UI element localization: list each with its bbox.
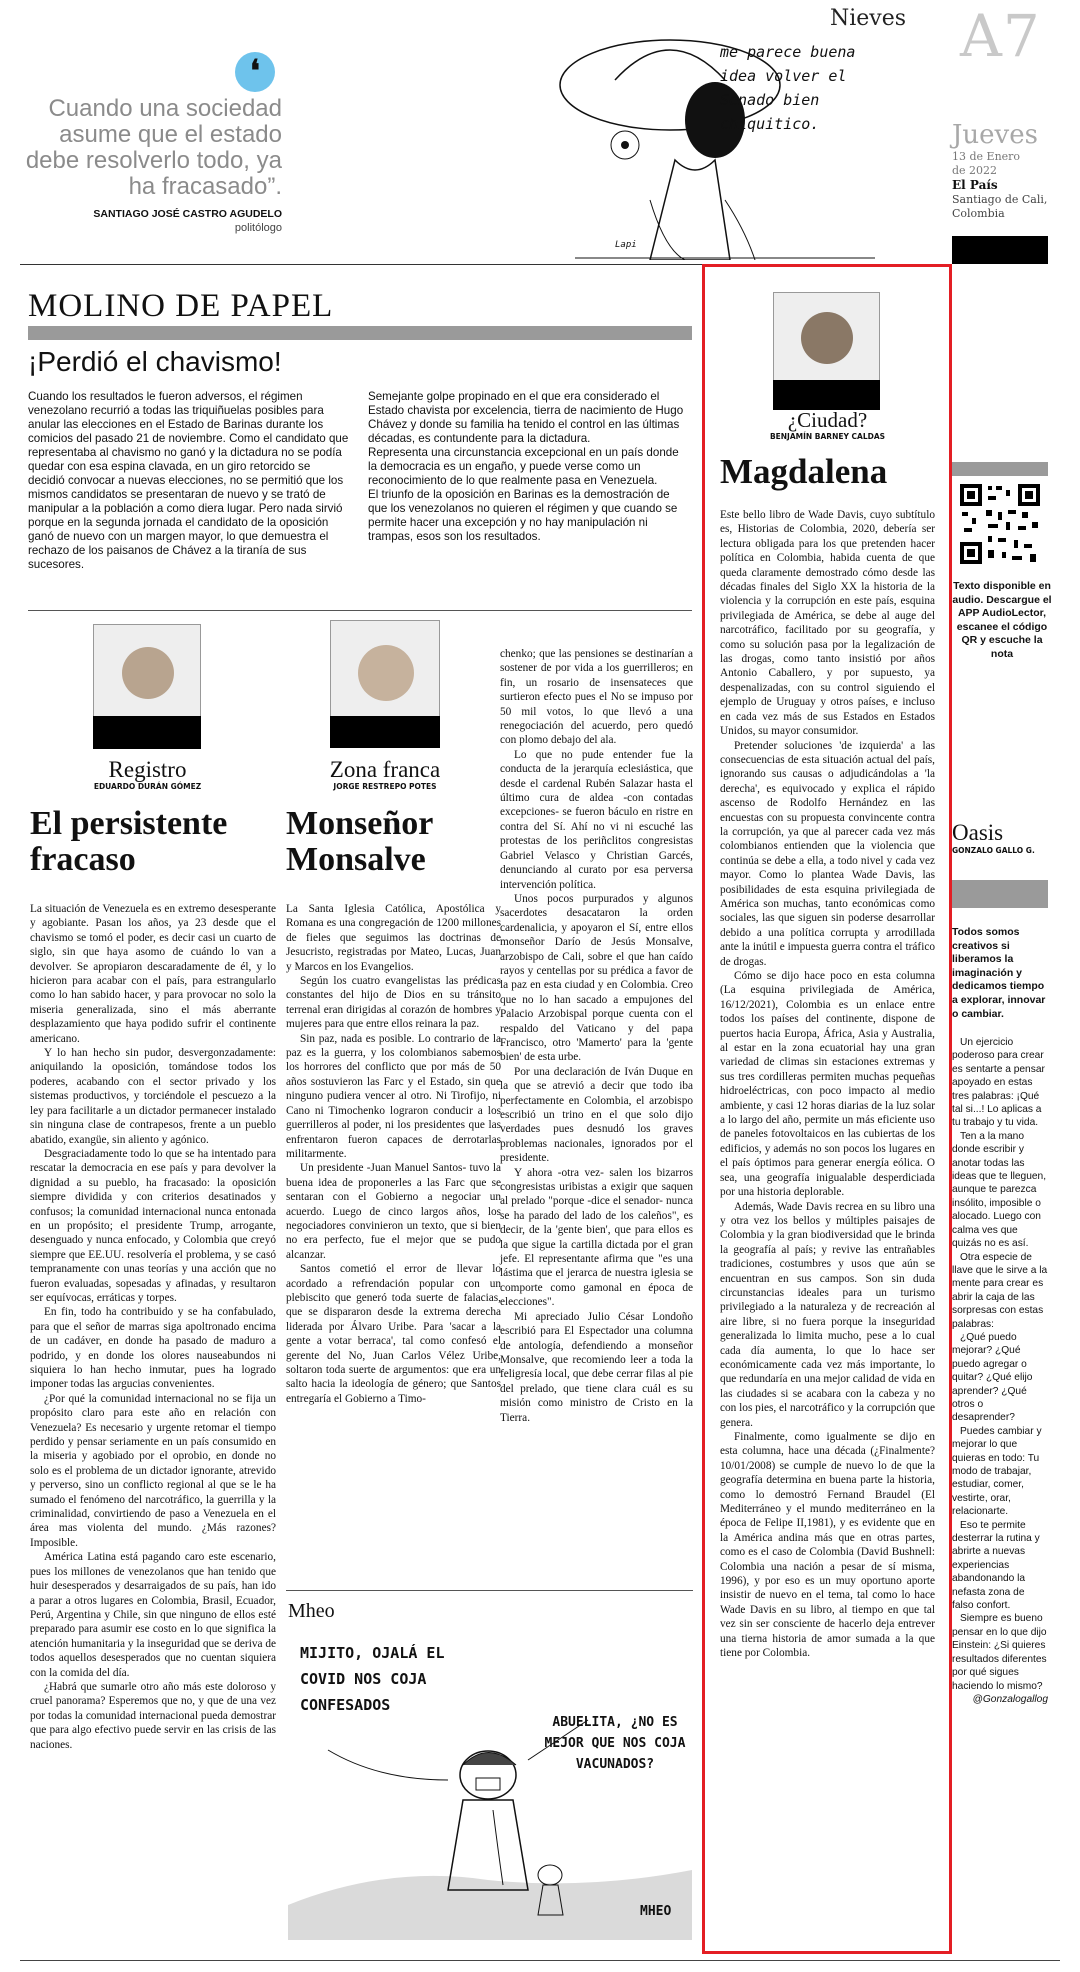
body-ciudad	[720, 508, 935, 1661]
photo-bar-zona	[330, 716, 440, 748]
cartoon-rule	[286, 1590, 693, 1591]
author-ciudad: BENJAMÍN BARNEY CALDAS	[769, 432, 886, 441]
paragraph: Otra especie de llave que le sirve a la mente para crear es abrir la caja de las sorpresas con estas palabras:	[952, 1251, 1048, 1330]
paragraph: Puedes cambiar y mejorar lo que quieras en todo: Tu modo de trabajar, estudiar, comer, vestirte, orar, relacionarte.	[952, 1425, 1042, 1518]
date-text: 13 de Enero de 2022	[952, 150, 1021, 177]
qr-caption-end: , escanee el código QR y escuche la nota	[956, 607, 1048, 660]
body-zona-a	[286, 902, 501, 1406]
paragraph: Santos cometió el error de llevar lo acordado a refrendación popular con un plebiscito que generó toda suerte de falacias, que se dispararon desde la extrema derecha liderada por Álvaro Uribe. Para 'sacar a la gente a votar berraca', tal como confesó el gerente del No, Juan Carlos Vélez Uribe, soltaron toda suerte de argumentos: que era un salto hacia la ideología de género; que Santos entregaría el Gobierno a Timo-	[286, 1263, 501, 1405]
paragraph: Pretender soluciones 'de izquierda' a las consecuencias de esta situación actual del país, ignorando sus causas o adjudicándolas a 'la derecha', es equivocado y explica el rápido ascenso de Rodolfo Hernández en las encuestas con su propuesta convincente contra la corrupción, ya que al parecer cada vez más colombianos entienden que la violencia que continúa se debe a ella, a todo nivel y cada vez mayor. Como lo plantea Wade Davis, las posibilidades de esta esquina privilegiada de América son muchas, tanto económicas como sociales, las que siguen sin poderse desarrollar debido a una política corrupta y arrodillada ante la inútil e impuesta guerra contra el tráfico de drogas.	[720, 739, 935, 968]
editorial-col2	[368, 390, 690, 544]
paragraph: Este bello libro de Wade Davis, cuyo subtítulo es, Historias de Colombia, 2020, debería ser lectura obligada para los que pretenden hacer política en Colombia, habida cuenta de que queda claramente demostrado cómo desde las décadas finales del Siglo XX la historia de la violencia y la corrupción en este país, esquina privilegiada de América, se debe al auge del narcotráfico, facilitado por su geografía, y como su solución pasa por la legalización de las drogas, como tanto insistió por años Antonio Caballero, y por supuesto, ya despenalizadas, con su control siguiendo el ejemplo de Uruguay y otros países, e incluso en cada vez más de sus Estados en Estados Unidos, su mayor consumidor.	[720, 509, 935, 738]
date-day: Jueves	[952, 120, 1038, 150]
cartoon-bubble-kid: ABUELITA, ¿NO ES MEJOR QUE NOS COJA VACUNADOS?	[544, 1715, 686, 1772]
paragraph: Cómo se dijo hace poco en esta columna (La esquina privilegiada de América, 16/12/2021), Colombia es un enlace entre todos los países del continente, dispone de puertos hacia Europa, África, Asia y Australia, al estar en la zona ecuatorial hay una gran variedad de climas sin estaciones extremas y sus tres cordilleras permiten muchas pequeñas hidroeléctricas, con poco impacto al medio ambiente, y casi 12 horas diarias de la luz solar a lo largo del año, permite un más eficiente uso de paneles fotovoltaicos en las cubiertas de los edificios, y además no son pocos los lugares en el país óptimos para generar energía eólica. O sea, una geografía inigualable desperdiciada por una historia deplorable.	[720, 970, 935, 1199]
photo-bar-registro	[93, 716, 201, 749]
black-bar-top	[952, 236, 1048, 264]
quote-author: SANTIAGO JOSÉ CASTRO AGUDELO	[93, 208, 282, 220]
paragraph: Además, Wade Davis recrea en su libro una y otra vez los bellos y múltiples paisajes de Colombia y la gran biodiversidad que le brinda la geografía al país; y revive las entrañables tradiciones, costumbres y usos que aún se encuentran en sus campos. Son sin duda circunstancias ideales para un turismo privilegiado a la naturaleza y de recreación al aire libre, si no fuera porque la inseguridad generalizada lo limita mucho, pese a lo cual cada día aumenta, lo que lo hace ser económicamente cada vez más importante, lo que redundaría en una mejor calidad de vida en las ciudades si se acabara con la cabeza y no con los pies, el narcotráfico y la corrupción que genera.	[720, 1200, 935, 1429]
oasis-header	[952, 820, 1052, 855]
pull-quote: Cuando una sociedad asume que el estado debe resolverlo todo, ya ha fracasado”.	[25, 95, 282, 200]
oasis-handle[interactable]: @Gonzalogallog	[972, 1693, 1048, 1705]
paragraph: ¿Por qué la comunidad internacional no se fija un propósito claro para este año en relación con Venezuela? Es necesario y urgente retomar el tiempo perdido y pensar seriamente en un país consumido en la miseria y agobiado por el oprobio, en donde no solo es el problema de un dictador ignorante, atrevido y perverso, sino un conflicto regional al que se le ha sumado el fenómeno del narcotráfico, la guerrilla y la criminalidad, convirtiendo de paso a Venezuela en el área mas violenta del mundo. ¿Más razones? Imposible.	[30, 1392, 276, 1549]
column-name-ciudad: ¿Ciudad?	[787, 408, 868, 432]
paragraph: Un presidente -Juan Manuel Santos- tuvo la buena idea de proponerles a las Farc que se sentaran con el Gobierno a negociar un acuerdo. Luego de cinco largos años, los negociadores convinieron un texto, que si bien no era perfecto, fue el mejor que se pudo alcanzar.	[286, 1162, 501, 1261]
column-name-registro: Registro	[108, 757, 187, 782]
paragraph: Por una declaración de Iván Duque en la que se atrevió a decir que todo iba perfectamente en Colombia, el arzobispo escribió un trino en el que solo dijo verdades pues desnudó los graves problemas nacionales, ignorados por el presidente.	[500, 1065, 693, 1165]
paragraph: Un ejercicio poderoso para crear es sentarte a pensar apoyado en estas tres palabras: ¡Qué tal si...! Lo aplicas a tu trabajo y tu vida.	[952, 1037, 1045, 1129]
qr-caption	[952, 580, 1052, 661]
column-name-zona: Zona franca	[329, 757, 441, 782]
paragraph: ¿Qué puedo mejorar? ¿Qué puedo agregar o quitar? ¿Qué elijo aprender? ¿Qué otros o desaprender?	[952, 1331, 1033, 1424]
paragraph: Lo que no pude entender fue la conducta de la jerarquía eclesiástica, que desde el cardenal Rubén Salazar hasta el último cura de aldea -con contadas excepciones- se fueron báculo en ristre en contra del Sí. Ahí no vi ni escuché las protestas de los periñclitos congresistas Gabriel Velasco y Christian Garcés, denunciando al curato por esa perversa intervención política.	[500, 748, 693, 891]
column-name-oasis: Oasis	[952, 820, 1004, 845]
editorial-col2-p1: Semejante golpe propinado en el que era considerado el Estado chavista por excelencia, tierra de nacimiento de Hugo Chávez y donde su familia ha tenido el control en las últimas décadas, es contundente para la dictadura.	[368, 390, 684, 445]
section-name: Nieves	[830, 6, 907, 31]
cartoon-signature-mheo: MHEO	[640, 1904, 672, 1919]
body-zona-b	[500, 647, 693, 1425]
paragraph: América Latina está pagando caro este escenario, pues los millones de venezolanos que han tenido que huir desesperados y desarraigados de su país, han ido a parar a otros lugares en Colombia, Brasil, Ecuador, Perú, Argentina y Chile, sin que ninguno de ellos esté preparado para asumir ese costo en lo que significa la atención humanitaria y la inseguridad que se deriva de todos aquellos desesperados que no cuentan siquiera con la comida del día.	[30, 1551, 276, 1679]
oasis-lead: Todos somos creativos si liberamos la imaginación y dedicamos tiempo a explorar, innovar o cambiar.	[952, 926, 1046, 1020]
cartoon-label: Mheo	[288, 1600, 335, 1622]
qr-caption-start: Texto disponible en audio. Descargue el	[952, 580, 1052, 606]
qr-code-icon[interactable]	[958, 482, 1042, 566]
paragraph: La situación de Venezuela es en extremo desesperante y agobiante. Pasan los años, ya 23 desde que el chavismo se tomó el poder, es decir casi un cuarto de siglo, sin que haya asomo de cuándo lo van a devolver. Se apropiaron descaradamente de él, y lo hicieron para acabar con el país, para estrangularlo como lo han sabido hacer, y para provocar no solo la miseria generalizada, sino el más aberrante desplazamiento que haya podido sufrir el continente americano.	[30, 903, 276, 1045]
editorial-col1: Cuando los resultados le fueron adversos, el régimen venezolano recurrió a todas las triquiñuelas posibles para anular las elecciones en el Estado de Barinas durante los comicios del pasado 21 de noviembre. Como el candidato que representaba al chavismo no ganó y la dictadura no se podía quedar con esa espina clavada, en un giro retorcido se decidió convocar a nuevas elecciones, no se permitió que los mismos candidatos se presentaran de nuevo y se trató de manipular a la población a como diera lugar. Pero nada sirvió porque en la segunda jornada el candidato de la oposición ganó de nuevo con un margen mayor, lo que demuestra el rechazo de los paisanos de Chávez a la tiranía de sus sucesores.	[28, 390, 349, 571]
editorial-headline: ¡Perdió el chavismo!	[28, 346, 282, 377]
paragraph: ¿Habrá que sumarle otro año más este doloroso y cruel panorama? Esperemos que no, y que de una vez por todas la comunidad internacional pueda demostrar que para algo efectivo puede servir en las crisis de las naciones.	[30, 1680, 276, 1751]
editorial-col2-p3: El triunfo de la oposición en Barinas es la demostración de que los venezolanos no quieren el régimen y que cuando se permite hacer una excepción y no hay manipulación ni trampas, esos son los resultados.	[368, 488, 678, 543]
paragraph: Desgraciadamente todo lo que se ha intentado para rescatar la democracia en ese país y para devolver la dignidad a su pueblo, ha fracasado: la oposición siempre dividida y con criterios desatinados y confusos; la comunidad internacional nunca entonada en un propósito; el presidente Trump, arrogante, desenguado y nunca enfocado, y Colombia que creyó siempre que EE.UU. resolvería el problema, y se casó tempranamente con unas teorías y una acción que no fueron evaluadas, sopesadas y afinadas, y resultaron ser equívocas, erráticas y torpes.	[30, 1147, 276, 1304]
paragraph: Ten a la mano donde escribir y anotar todas las ideas que te lleguen, aunque te parezca insólito, imposible o alocado. Luego con calma ves que quizás no es así.	[952, 1130, 1047, 1250]
paragraph: Eso te permite desterrar la rutina y abrirte a nuevas experiencias abandonando la nefasta zona de falso confort.	[952, 1519, 1040, 1612]
paragraph: Y ahora -otra vez- salen los bizarros congresistas uribistas a exigir que saquen al prelado "porque -dice el senador- nunca se ha parado del lado de los caleños", es decir, de la 'gente bien', que para ellos es la que sigue la cartilla dictada por el gran jefe. El representante afirma que "es una lástima que el jerarca de nuestra iglesia se comporte como gamonal en época de elecciones".	[500, 1166, 693, 1309]
paragraph: Según los cuatro evangelistas las prédicas constantes del hijo de Dios en su tránsito terrenal eran dirigidas al corazón de hombres y mujeres para que entre ellos reinara la paz.	[286, 975, 501, 1031]
bottom-rule	[20, 1960, 1060, 1961]
paragraph: Mi apreciado Julio César Londoño escribió para El Espectador una columna de antología, defendiendo a monseñor Monsalve, que recomiendo leer a toda la feligresía local, que debe cerrar filas al pie del prelado, que tiene clara cuál es su misión como ministro de Cristo en la Tierra.	[500, 1310, 693, 1424]
paragraph: En fin, todo ha contribuido y se ha confabulado, para que el señor de marras siga apoltronado encima de un cadáver, en donde ha pasado de maduro a podrido, y en donde los olores nauseabundos ni siquiera lo han hecho inmutar, pues ha logrado imponer todas las argucias convenientes.	[30, 1306, 276, 1391]
quote-icon: ❛	[235, 52, 275, 92]
author-zona: JORGE RESTREPO POTES	[333, 782, 437, 791]
quote-role: politólogo	[234, 222, 282, 234]
author-oasis: GONZALO GALLO G.	[952, 846, 1035, 855]
cartoon-speech: me parece buena idea volver el Senado bien chiquitico.	[720, 43, 856, 133]
title-registro: El persistente fracaso	[30, 805, 228, 878]
qr-caption-app: APP AudioLector	[957, 607, 1044, 619]
paragraph: Sin paz, nada es posible. Lo contrario de la paz es la guerra, y los colombianos sabemos los horrores del conflicto que por más de 50 años sostuvieron las Farc y el Estado, sin que ninguno pudiera vencer al otro. Ni Tirofijo, ni Cano ni Timochenko lograron conducir a los guerrilleros al poder, ni los presidentes que las enfrentaron fueron capaces de derrotarlas militarmente.	[286, 1032, 501, 1160]
title-zona: Monseñor Monsalve	[286, 805, 433, 878]
author-registro: EDUARDO DURÁN GÓMEZ	[93, 782, 202, 791]
qr-gray-bar	[952, 462, 1048, 476]
oasis-gray-bar	[952, 880, 1048, 908]
paragraph: Unos pocos purpurados y algunos sacerdotes desacataron la orden cardenalicia, y apoyaron el Sí, entre ellos monseñor Darío de Jesús Monsalve, arzobispo de Cali, sobre el que han caído rayos y centellas por su prédica a favor de la paz en esta ciudad y en Colombia. Creo que no lo han sacado a empujones del Palacio Arzobispal porque cuenta con el respaldo del Vaticano y del papa Francisco, otro 'Mamerto' para la 'gente bien' de esta urbe.	[500, 892, 693, 1064]
body-registro	[30, 902, 276, 1752]
paragraph: chenko; que las pensiones se destinarían a sostener de por vida a los guerrilleros; en fin, un rosario de insensateces que surtieron efecto pues el No se impuso por 50 mil votos, lo que llevó a una renegociación del acuerdo, pero quedó con plomo debajo del ala.	[500, 648, 693, 747]
city-text: Santiago de Cali, Colombia	[952, 193, 1048, 220]
cartoon-signature: Lapi	[615, 240, 637, 250]
cartoon-bubble-grandma: MIJITO, OJALÁ EL COVID NOS COJA CONFESADOS	[300, 1644, 445, 1714]
page-number: A7	[960, 2, 1041, 70]
photo-bar-ciudad	[773, 380, 880, 410]
paragraph: Y lo han hecho sin pudor, desvergonzadamente: aniquilando la oposición, tomándose todos los poderes, acabando con el sector privado y los sistemas productivos, y torciéndole el pescuezo a la ley para facilitarle a un dictador permanecer instalado sin ninguna clase de contrapesos, frente a un pueblo abatido, exangüe, sin aliento y agónico.	[30, 1047, 276, 1146]
paper-name: El País	[952, 178, 998, 192]
paragraph: La Santa Iglesia Católica, Apostólica y Romana es una congregación de 1200 millones de fieles que seguimos las doctrinas de Jesucristo, registradas por Mateo, Lucas, Juan y Marcos en los Evangelios.	[286, 903, 501, 973]
editorial-col2-p2: Representa una circunstancia excepcional en un país donde la democracia es un engaño, y puede verse como un reconocimiento de lo que realmente pasa en Venezuela.	[368, 446, 679, 487]
editorial-section-title: MOLINO DE PAPEL	[28, 288, 334, 324]
editorial-rule	[28, 610, 692, 611]
paragraph: Siempre es bueno pensar en lo que dijo Einstein: ¿Si quieres resultados diferentes por qué sigues haciendo lo mismo?	[952, 1613, 1047, 1692]
title-ciudad: Magdalena	[720, 452, 888, 491]
paragraph: Finalmente, como igualmente se dijo en esta columna, hace una década (¿Finalmente? 10/01/2008) se cumple de nuevo lo de que la geografía determina en buena parte la historia, como lo demostró Fernand Braudel (El Mediterráneo y el mundo mediterráneo en la época de Felipe II,1981), y es evidente que en la América andina más que en otras partes, como es el caso de Colombia (David Bushnell: Colombia una nación a pesar de sí misma, 1996), y por eso es un muy oportuno aporte insistir de nuevo en el tema, tal como lo hace Wade Davis en su libro, al tiempo en que tal vez sin ser consciente de hacerlo deja entrever una tierna historia de amor sumada a la que tiene por Colombia.	[720, 1431, 935, 1660]
editorial-gray-bar	[28, 326, 692, 340]
oasis-body	[952, 1036, 1048, 1706]
